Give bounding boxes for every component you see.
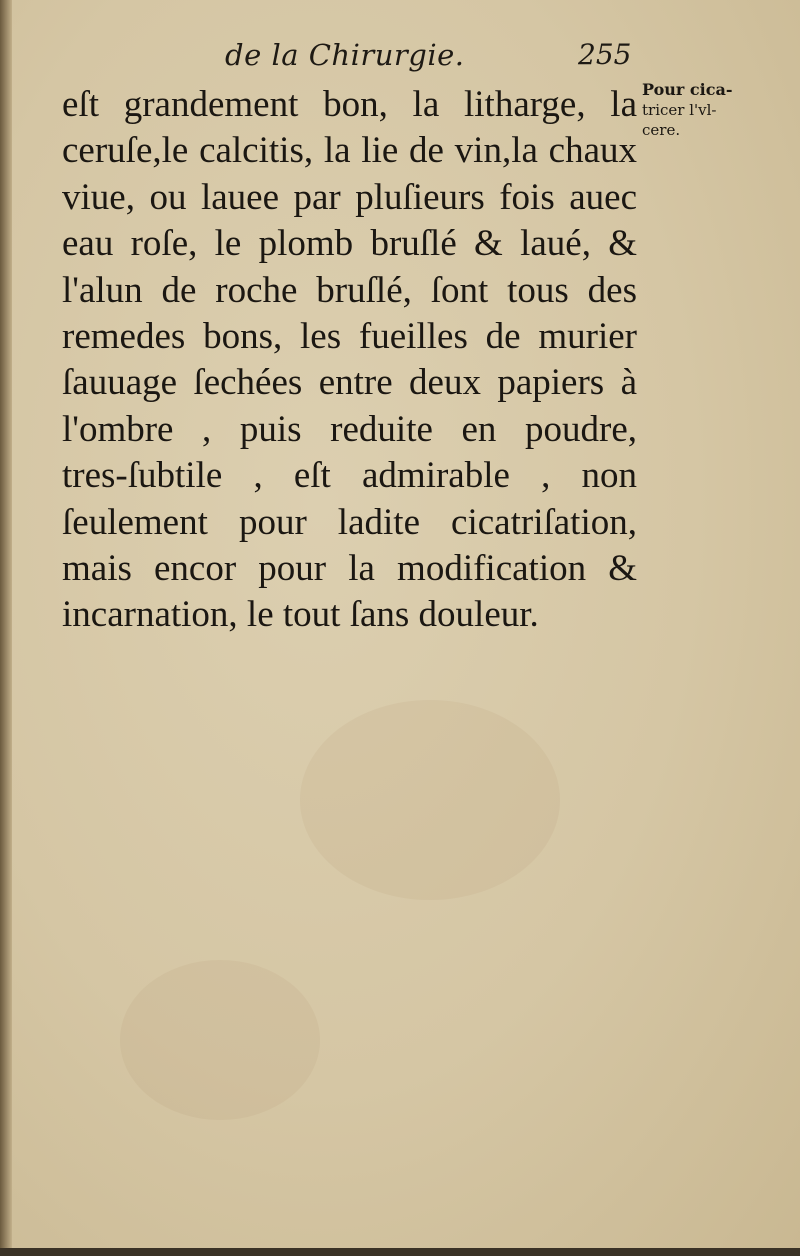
text-line: ſauuage ſechées entre deux papiers à <box>62 362 637 404</box>
text-line: mais encor pour la modification & <box>62 548 637 590</box>
text-line: l'alun de roche bruſlé, ſont tous des <box>62 269 637 311</box>
page-gutter-edge <box>0 0 12 1256</box>
page-bottom-edge <box>0 1248 800 1256</box>
text-line: remedes bons, les fueilles de murier <box>62 316 637 358</box>
text-line: eau roſe, le plomb bruſlé & laué, & <box>62 223 637 265</box>
text-line: incarnation, le tout ſans douleur. <box>62 594 539 636</box>
text-line: viue, ou lauee par pluſieurs fois auec <box>62 176 637 218</box>
main-text-block <box>62 82 637 639</box>
text-line: tres-ſubtile , eſt admirable , non <box>62 455 637 497</box>
running-title: de la Chirurgie. <box>225 38 465 72</box>
page-number: 255 <box>578 38 632 71</box>
text-line: ceruſe,le calcitis, la lie de vin,la chaux <box>62 130 637 172</box>
marginal-note-line: Pour cica- <box>642 80 733 99</box>
text-line: l'ombre , puis reduite en poudre, <box>62 408 637 450</box>
text-line: eſt grandement bon, la litharge, la <box>62 84 637 125</box>
bleed-through-text <box>60 640 780 1180</box>
marginal-note <box>642 80 782 140</box>
marginal-note-line: tricer l'vl- <box>642 101 717 119</box>
text-line: ſeulement pour ladite cicatriſation, <box>62 501 637 543</box>
marginal-note-line: cere. <box>642 121 681 139</box>
